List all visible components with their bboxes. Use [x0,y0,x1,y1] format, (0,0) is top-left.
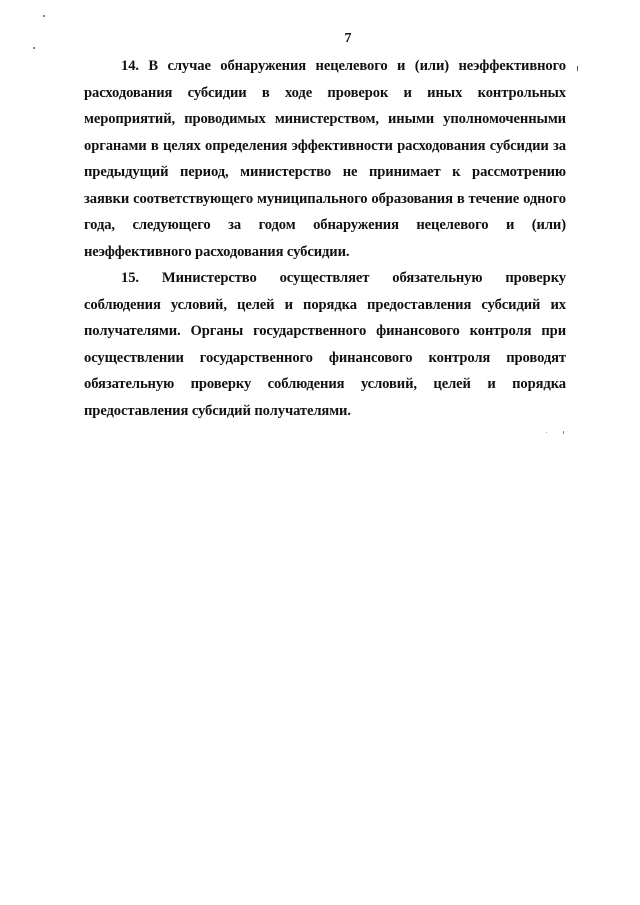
scan-speck [33,47,35,49]
document-body [84,53,566,424]
paragraph-14: 14. В случае обнаружения нецелевого и (или) неэффективного расходования субсидии в ходе проверок и иных контрольных мероприятий, проводимых министерством, иными уполномоченными органами в целях определения эффективности расходования субсидии за предыдущий период, министерство не принимает к рассмотрению заявки соответствующего муниципального образования в течение одного года, следующего за годом обнаружения нецелевого и (или) неэффективного расходования субсидии. [84,58,566,260]
page-number: 7 [344,31,352,46]
scan-speck [43,15,45,17]
paragraph-15: 15. Министерство осуществляет обязательную проверку соблюдения условий, целей и порядка предоставления субсидий их получателями. Органы государственного финансового контроля при осуществлении государственного финансового контроля проводят обязательную проверку соблюдения условий, целей и порядка предоставления субсидий получателями. [84,270,566,419]
scan-speck [563,431,564,434]
scan-speck [577,66,578,71]
scan-speck [546,432,547,433]
